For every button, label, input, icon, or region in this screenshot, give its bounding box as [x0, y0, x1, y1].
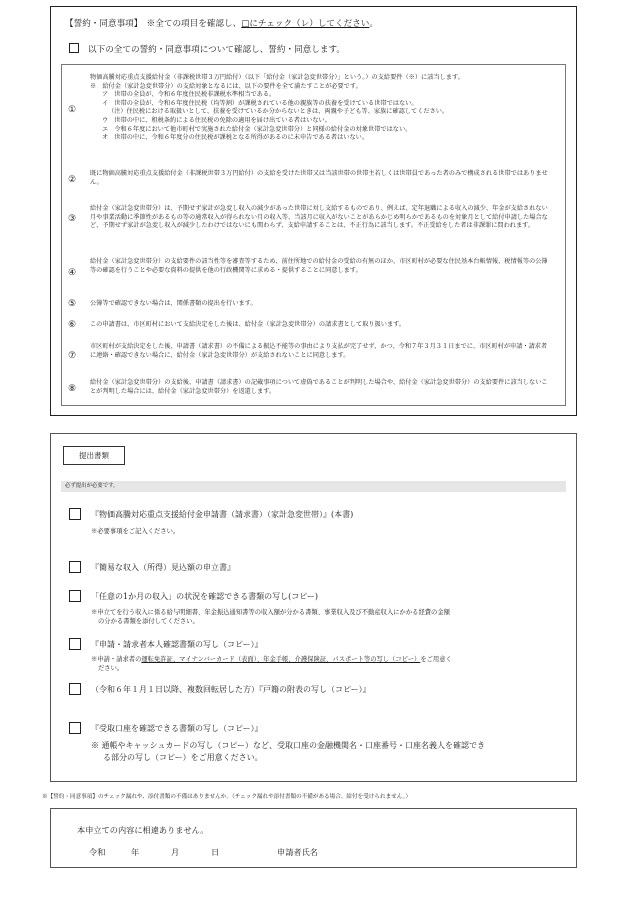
document-checkbox[interactable] — [69, 722, 81, 734]
documents-section — [50, 433, 577, 782]
item-text: 公簿等で確認できない場合は、関係書類の提出を行います。 — [90, 300, 257, 307]
item-number: ① — [68, 105, 77, 115]
document-label: 『受取口座を確認できる書類の写し（コピー）』 — [91, 724, 263, 733]
item-number: ② — [68, 175, 77, 185]
document-checkbox[interactable] — [69, 508, 81, 520]
declaration-text: 本申立ての内容に相違ありません。 — [77, 825, 209, 835]
document-label: （令和６年１月１日以降、複数回転居した方）『戸籍の附表の写し（コピー）』 — [91, 685, 371, 694]
consent-header — [65, 17, 378, 29]
consent-item-1 — [62, 74, 565, 144]
document-note: ※必要事項をご記入ください。 — [91, 528, 180, 535]
consent-all-label: 以下の全ての誓約・同意事項について確認し、誓約・同意します。 — [88, 45, 345, 55]
item-number: ③ — [68, 214, 77, 224]
footnote: ※【誓約・同意事項】のチェック漏れや、添付書類の不備はありませんか。（チェック漏れや添付書類の不備がある場合、給付を受けられません。） — [42, 794, 412, 800]
item-text: 給付金（家計急変世帯分）の支給後、申請書（請求書）の記載事項について虚偽であることが判明した場合や、給付金（家計急変世帯分）の支給要件に該当しないことが判明した場合には、給付金（家計急変世帯分）を返還します。 — [90, 379, 548, 395]
consent-section — [50, 6, 577, 416]
item-text: 物価高騰対応重点支援給付金（非課税世帯３万円給付）（以下「給付金（家計急変世帯分）」という。）の支給要件（※）に該当します。 ※ 給付金（家計急変世帯分）の支給対象となるには、以下の要件を全て満たすことが必要です。 ア 世帯の全員が、令和６年度住民税非課税水準相当である。 イ 世帯の全員が、令和６年度住民税（均等割）が課税されている他の親族等の扶養を受けている世帯ではない。 （注）住民税における取扱いとして、扶養を受けているか分からないときは、両親や子ども等、家族に確認してください。 ウ 世帯の中に、租税条約による住民税の免除の適用を届け出ている者はいない。 エ 令和６年度において他市町村で実施された給付金（家計急変世帯分）と同様の給付金の対象世帯ではない。 オ 世帯の中に、令和６年度分の住民税が課税となる所得があるのに未申告である者はいない。 — [90, 74, 464, 142]
date-day-field[interactable]: 日 — [211, 847, 220, 857]
date-era: 令和 — [89, 847, 106, 857]
item-number: ⑦ — [68, 351, 77, 361]
date-month-field[interactable]: 月 — [171, 847, 180, 857]
consent-note: ※全ての項目を確認し、 — [146, 19, 242, 29]
consent-title: 【誓約・同意事項】 — [65, 19, 139, 29]
consent-note-suffix: 。 — [369, 19, 378, 29]
item-number: ⑤ — [68, 299, 77, 309]
consent-items-list — [61, 64, 566, 406]
item-number: ④ — [68, 268, 77, 278]
document-label: 『簡易な収入（所得）見込額の申立書』 — [91, 563, 235, 572]
date-year-field[interactable]: 年 — [131, 847, 140, 857]
item-number: ⑧ — [68, 384, 77, 394]
document-checkbox[interactable] — [69, 561, 81, 573]
document-checkbox[interactable] — [69, 683, 81, 695]
required-note-band: 必ず提出が必要です。 — [61, 481, 566, 492]
document-checkbox[interactable] — [69, 638, 81, 650]
item-text: 給付金（家計急変世帯分）の支給要件の該当性等を審査等するため、前住所地での給付金の受給の有無のほか、市区町村が必要な住民基本台帳情報、税情報等の公簿等の確認を行うことや必要な資料の提供を他の行政機関等に求める・提供することに同意します。 — [90, 258, 548, 274]
document-label: 『物価高騰対応重点支援給付金申請書（請求書）（家計急変世帯）』(本書) — [91, 510, 354, 519]
signer-name-field[interactable]: 申請者氏名 — [277, 847, 318, 857]
documents-tab-label: 提出書類 — [63, 446, 125, 465]
consent-note-underlined: □にチェック（レ）してください — [241, 19, 370, 29]
consent-all-checkbox[interactable] — [69, 43, 79, 53]
item-text: 市区町村が支給決定をした後、申請書（請求書）の不備による振込不能等の事由により支払が完了せず、かつ、令和７年３月３１日までに、市区町村が申請・請求者に連絡・確認できない場合に、給付金（家計急変世帯分）が支給されないことに同意します。 — [90, 343, 548, 359]
document-note: ※申請・請求者の運転免許証、マイナンバーカード（表面）、年金手帳、介護保険証、パスポート等の写し（コピー）をご用意く ださい。 — [91, 656, 452, 672]
item-text: この申請書は、市区町村において支給決定をした後は、給付金（家計急変世帯分）の請求書として取り扱います。 — [90, 321, 406, 328]
document-checkbox[interactable] — [69, 590, 81, 602]
declaration-section — [50, 808, 577, 868]
item-number: ⑥ — [68, 320, 77, 330]
document-note: ※ 通帳やキャッシュカードの写し（コピー）など、受取口座の金融機関名・口座番号・口座名義人を確認でき る部分の写し（コピー）をご用意ください。 — [91, 741, 486, 762]
item-text: 既に物価高騰対応重点支援給付金（非課税世帯３万円給付）の支給を受けた世帯又は当該世帯の世帯主若しくは世帯員であった者のみで構成される世帯ではありません。 — [90, 170, 548, 186]
document-note: ※申立てを行う収入に係る給与明細書、年金振込通知書等の収入額が分かる書類、事業収入及び不動産収入にかかる経費の金額 の分かる書類を添付してください。 — [91, 609, 450, 625]
document-label: 『申請・請求者本人確認書類の写し（コピー）』 — [91, 640, 263, 649]
document-label: 「任意の1か月の収入」の状況を確認できる書類の写し(コピー) — [91, 592, 319, 601]
consent-all-row[interactable] — [69, 43, 345, 55]
item-text: 給付金（家計急変世帯分）は、予期せず家計が急変し収入の減少があった世帯に対し支給するものであり、例えば、定年退職による収入の減少、年金が支給されない月や事業活動に季節性があるもの等の通常収入が得られない月の収入等、当該月に収入がないことがあらかじめ明らかであるものを対象月として給付申請した場合など、予期せず家計が急変し収入が減少したわけではないにも関わらず、支給申請することは、不正行為に該当します。不正受給をした者は非課罪に問われます。 — [90, 205, 548, 230]
